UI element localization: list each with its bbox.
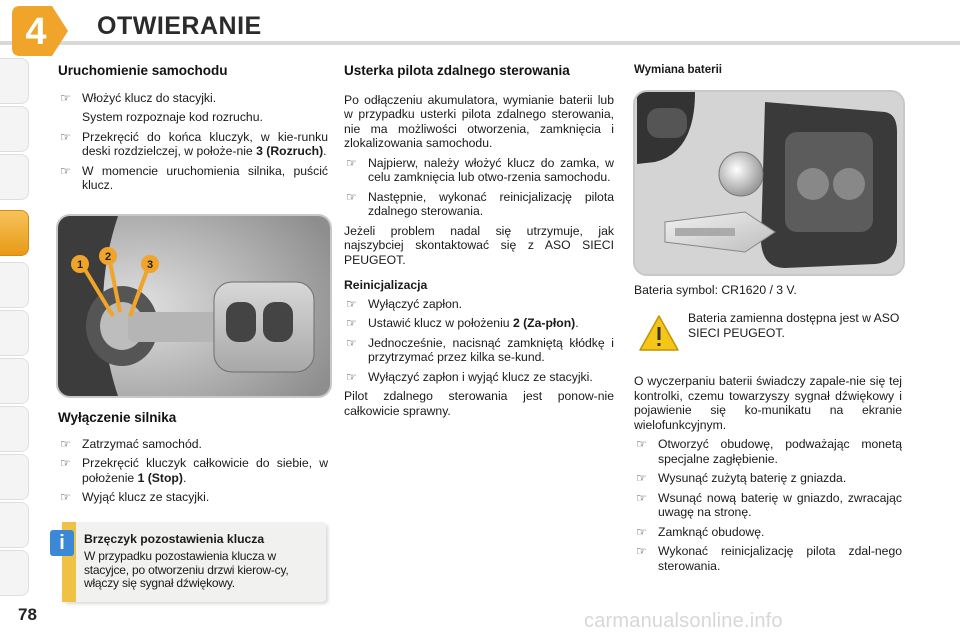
side-tab-8[interactable]	[0, 406, 29, 452]
stop-item: ☞ Wyjąć klucz ze stacyjki.	[60, 490, 210, 504]
section-battery	[634, 374, 902, 578]
side-tab-4-active[interactable]	[0, 210, 29, 256]
battery-item: ☞ Wysunąć zużytą baterię z gniazda.	[636, 471, 847, 485]
side-tab-7[interactable]	[0, 358, 29, 404]
key-photo	[633, 90, 905, 276]
side-tab-10[interactable]	[0, 502, 29, 548]
page-number: 78	[18, 605, 37, 624]
start-item: System rozpoznaje kod rozruchu.	[82, 110, 263, 124]
side-tab-3[interactable]	[0, 154, 29, 200]
remote-heading: Usterka pilota zdalnego sterowania	[344, 63, 570, 78]
ignition-illustration	[58, 216, 330, 396]
section-remote	[344, 64, 614, 423]
remote-note: Jeżeli problem nadal się utrzymuje, jak najszybciej skontaktować się z ASO SIECI PEUGEOT.	[344, 223, 614, 267]
side-tab-2[interactable]	[0, 106, 29, 152]
remote-item: ☞ Następnie, wykonać reinicjalizację pilota zdalnego sterowania.	[346, 189, 614, 218]
start-item: ☞ Przekręcić do końca kluczyk, w kie-runku deski rozdzielczej, w położe-nie 3 (Rozruch).	[60, 129, 328, 158]
battery-intro: O wyczerpaniu baterii świadczy zapale-nie się tej kontrolki, czemu towarzyszy sygnał dźwiękowy i pojawienie się ko-munikatu na ekranie wielofunkcyjnym.	[634, 374, 902, 432]
stop-item: ☞ Zatrzymać samochód.	[60, 436, 202, 451]
info-icon: i	[50, 530, 74, 556]
warning-icon	[638, 314, 680, 352]
stop-heading: Wyłączenie silnika	[58, 410, 177, 425]
battery-item: ☞ Zamknąć obudowę.	[636, 524, 765, 539]
start-item: ☞ Włożyć klucz do stacyjki.	[60, 90, 217, 105]
position-label-2: 2	[104, 251, 112, 263]
start-heading: Uruchomienie samochodu	[58, 63, 228, 78]
remote-intro: Po odłączeniu akumulatora, wymianie baterii lub w przypadku usterki pilota zdalnego sterowania, nie ma możliwości otworzenia, zamknięcia i zlokalizowania samochodu.	[344, 92, 614, 150]
battery-item: ☞ Wsunąć nową baterię w gniazdo, zwracając uwagę na stronę.	[636, 490, 902, 519]
key-battery-illustration	[635, 92, 903, 274]
watermark: carmanualsonline.info	[584, 610, 783, 632]
section-stop	[58, 411, 328, 510]
remote-closing: Pilot zdalnego sterowania jest ponow-nie całkowicie sprawny.	[344, 389, 614, 418]
battery-item: ☞ Otworzyć obudowę, podważając monetą specjalne zagłębienie.	[636, 437, 902, 466]
reinit-heading: Reinicjalizacja	[344, 278, 428, 292]
side-tab-1[interactable]	[0, 58, 29, 104]
info-box-text: W przypadku pozostawienia klucza w stacyjce, po otworzeniu drzwi kierow-cy, włączy się sygnał dźwiękowy.	[84, 549, 289, 590]
battery-symbol: Bateria symbol: CR1620 / 3 V.	[634, 283, 797, 297]
chapter-number: 4	[25, 11, 47, 53]
reinit-item: ☞ Jednocześnie, nacisnąć zamkniętą kłódkę i przytrzymać przez kilka se-kund.	[346, 335, 614, 364]
reinit-item: ☞ Ustawić klucz w położeniu 2 (Za-płon).	[346, 316, 579, 330]
start-item: ☞ W momencie uruchomienia silnika, puścić klucz.	[60, 163, 328, 192]
position-label-3: 3	[146, 259, 154, 271]
side-tab-9[interactable]	[0, 454, 29, 500]
battery-item: ☞ Wykonać reinicjalizację pilota zdal-nego sterowania.	[636, 544, 902, 573]
reinit-item: ☞ Wyłączyć zapłon.	[346, 296, 463, 311]
reinit-item: ☞ Wyłączyć zapłon i wyjąć klucz ze stacyjki.	[346, 369, 593, 384]
section-start	[58, 64, 328, 198]
page-title: OTWIERANIE	[97, 12, 262, 40]
ignition-photo	[56, 214, 332, 398]
side-tab-6[interactable]	[0, 310, 29, 356]
side-tab-5[interactable]	[0, 262, 29, 308]
stop-item: ☞ Przekręcić kluczyk całkowicie do siebie, w położenie 1 (Stop).	[60, 456, 328, 485]
position-label-1: 1	[76, 259, 84, 271]
header-rule	[0, 41, 960, 45]
battery-warning: Bateria zamienna dostępna jest w ASO SIECI PEUGEOT.	[688, 311, 900, 340]
info-box-title: Brzęczyk pozostawienia klucza	[84, 532, 265, 546]
remote-item: ☞ Najpierw, należy włożyć klucz do zamka, w celu zamknięcia lub otwo-rzenia samochodu.	[346, 155, 614, 184]
battery-heading: Wymiana baterii	[634, 64, 722, 76]
side-tab-11[interactable]	[0, 550, 29, 596]
